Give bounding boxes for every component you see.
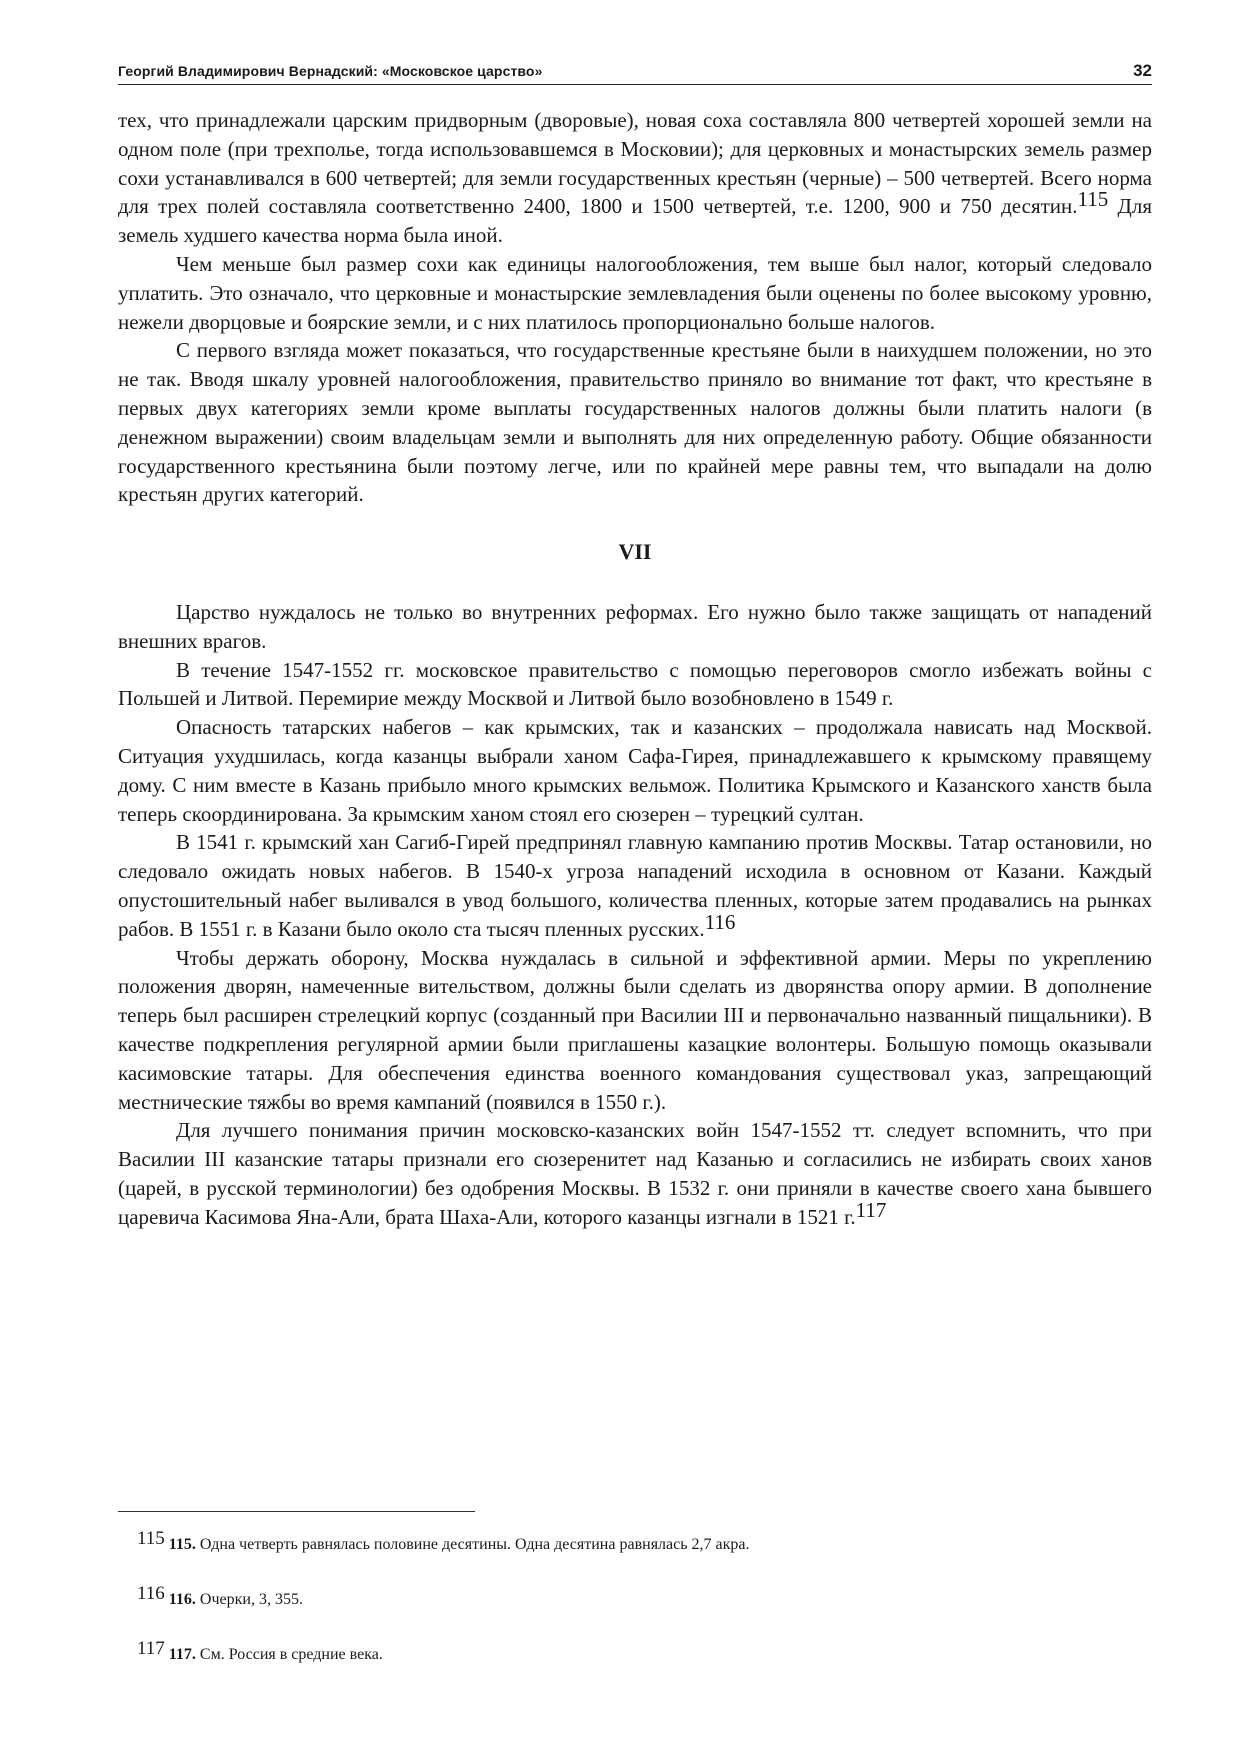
paragraph: Царство нуждалось не только во внутренних реформах. Его нужно было также защищать от нападений внешних врагов. [118,599,1152,653]
footnote [137,1636,1152,1691]
footnote-ref[interactable]: 117 [855,1197,887,1222]
footnote [137,1526,1152,1581]
footnote-number: 116. [168,1591,196,1608]
footnote-text: См. Россия в средние века. [195,1646,383,1663]
footnotes [137,1526,1152,1691]
footnote-marker: 117 [137,1638,165,1659]
footnote-text: Одна четверть равнялась половине десятины. Одна десятина равнялась 2,7 акра. [195,1536,750,1553]
footnote-number: 117. [168,1646,196,1663]
footnote-ref[interactable]: 116 [704,909,736,934]
paragraph: В 1541 г. крымский хан Сагиб-Гирей предпринял главную кампанию против Москвы. Татар остановили, но следовало ожидать новых набегов. В 1540-х угроза нападений исходила в основном от Казани. Каждый опустошительный набег выливался в увод большого, количества пленных, которые затем продавались на рынках рабов. В 1551 г. в Казани было около ста тысяч пленных русских.$^{116}$ [118,830,1152,941]
paragraph: Для лучшего понимания причин московско-казанских войн 1547-1552 тт. следует вспомнить, что при Василии III казанские татары признали его сюзеренитет над Казанью и согласились не избирать своих ханов (царей, в русской терминологии) без одобрения Москвы. В 1532 г. они приняли в качестве своего хана бывшего царевича Касимова Яна-Али, брата Шаха-Али, которого казанцы изгнали в 1521 г.$^{117}$ [118,1118,1152,1229]
page-number: 32 [1133,61,1152,80]
paragraph: В течение 1547-1552 гг. московское правительство с помощью переговоров смогло избежать войны с Польшей и Литвой. Перемирие между Москвой и Литвой было возобновлено в 1549 г. [118,657,1152,711]
footnote-number: 115. [168,1536,196,1553]
footnote [137,1581,1152,1636]
footnote-text: Очерки, 3, 355. [195,1591,303,1608]
running-title: Георгий Владимирович Вернадский: «Московское царство» [118,63,543,79]
footnote-divider [118,1511,475,1512]
paragraph: тех, что принадлежали царским придворным (дворовые), новая соха составляла 800 четвертей хорошей земли на одном поле (при трехполье, тогда использовавшемся в Московии); для церковных и монастырских земель размер сохи устанавливался в 600 четвертей; для земли государственных крестьян (черные) – 500 четвертей. Всего норма для трех полей составляла соответственно 2400, 1800 и 1500 четвертей, т.е. 1200, 900 и 750 десятин.$^{115}$ Для земель худшего качества норма была иной. [118,108,1153,248]
section-heading: VII [618,539,652,565]
footnote-ref[interactable]: 115 [1077,187,1109,212]
paragraph: Чтобы держать оборону, Москва нуждалась в сильной и эффективной армии. Меры по укреплению положения дворян, намеченные вительством, должны были сделать из дворянства опору армии. В дополнение теперь был расширен стрелецкий корпус (созданный при Василии III и первоначально названный пищальники). В качестве подкрепления регулярной армии были приглашены казацкие волонтеры. Большую помощь оказывали касимовские татары. Для обеспечения единства военного командования существовал указ, запрещающий местнические тяжбы во время кампаний (появился в 1550 г.). [118,945,1152,1114]
footnote-marker: 115 [137,1528,165,1549]
paragraph: Опасность татарских набегов – как крымских, так и казанских – продолжала нависать над Москвой. Ситуация ухудшилась, когда казанцы выбрали ханом Сафа-Гирея, принадлежавшего к крымскому правящему дому. С ним вместе в Казань прибыло много крымских вельмож. Политика Крымского и Казанского ханств была теперь скоординирована. За крымским ханом стоял его сюзерен – турецкий султан. [118,715,1152,826]
page-header [118,56,1152,85]
footnote-marker: 116 [137,1583,165,1604]
paragraph: Чем меньше был размер сохи как единицы налогообложения, тем выше был налог, который следовало уплатить. Это означало, что церковные и монастырские землевладения были оценены по более высокому уровню, нежели дворцовые и боярские земли, и с них платилось пропорционально больше налогов. [118,251,1152,334]
main-text [118,106,1152,1231]
paragraph: С первого взгляда может показаться, что государственные крестьяне были в наихудшем положении, но это не так. Вводя шкалу уровней налогообложения, правительство приняло во внимание тот факт, что крестьяне в первых двух категориях земли кроме выплаты государственных налогов должны были платить налоги (в денежном выражении) своим владельцам земли и выполнять для них определенную работу. Общие обязанности государственного крестьянина были поэтому легче, или по крайней мере равны тем, что выпадали на долю крестьян других категорий. [118,338,1152,507]
